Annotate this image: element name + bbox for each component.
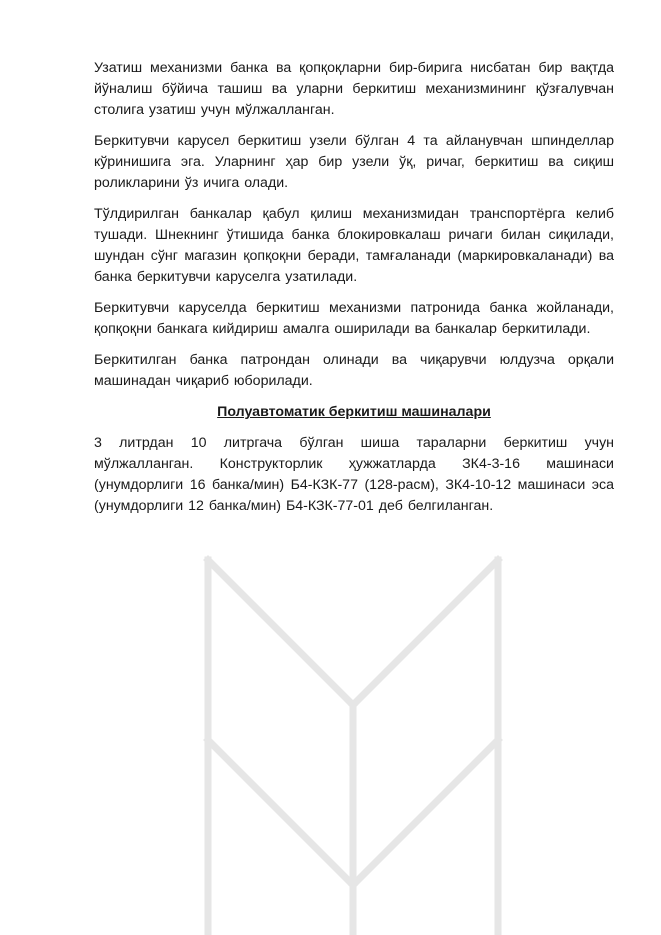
paragraph-sealing-carousel: Беркитувчи карусел беркитиш узели бўлган 4 та айланувчан шпинделлар кўринишига эга. Уларнинг ҳар бир узели ўқ, ричаг, беркитиш ва сиқиш роликларини ўз ичига олади.: [94, 133, 614, 191]
section-heading: Полуавтоматик беркитиш машиналари: [217, 404, 491, 420]
paragraph-conveying-mechanism: Узатиш механизми банка ва қопқоқларни бир-бирига нисбатан бир вақтда йўналиш бўйича ташиш ва уларни беркитиш механизмининг қўзғалувчан столига узатиш учун мўлжалланган.: [94, 60, 614, 118]
watermark-graphic: [178, 520, 518, 935]
watermark-stroke: [353, 740, 498, 885]
paragraph-filled-jars: Тўлдирилган банкалар қабул қилиш механизмидан транспортёрга келиб тушади. Шнекнинг ўтишида банка блокировкалаш ричаги билан сиқилади, шундан сўнг магазин қопқоқни беради, тамғаланади (маркировкаланади) ва банка беркитувчи каруселга узатилади.: [94, 206, 614, 285]
paragraph-carousel-chuck: Беркитувчи каруселда беркитиш механизми патронида банка жойланади, қопқоқни банкага кийдириш амалга оширилади ва банкалар беркитилади.: [94, 300, 614, 337]
watermark-stroke: [353, 560, 498, 705]
document-body: [94, 58, 614, 527]
paragraph-machine-models: 3 литрдан 10 литргача бўлган шиша тараларни беркитиш учун мўлжалланган. Конструкторлик ҳужжатларда ЗК4-3-16 машинаси (унумдорлиги 16 банка/мин) Б4-КЗК-77 (128-расм), ЗК4-10-12 машинаси эса (унумдорлиги 12 банка/мин) Б4-КЗК-77-01 деб белгиланган.: [94, 435, 614, 514]
watermark-stroke: [208, 740, 353, 885]
paragraph-sealed-jar-output: Беркитилган банка патрондан олинади ва чиқарувчи юлдузча орқали машинадан чиқариб юборилади.: [94, 352, 614, 389]
watermark-stroke: [208, 560, 353, 705]
